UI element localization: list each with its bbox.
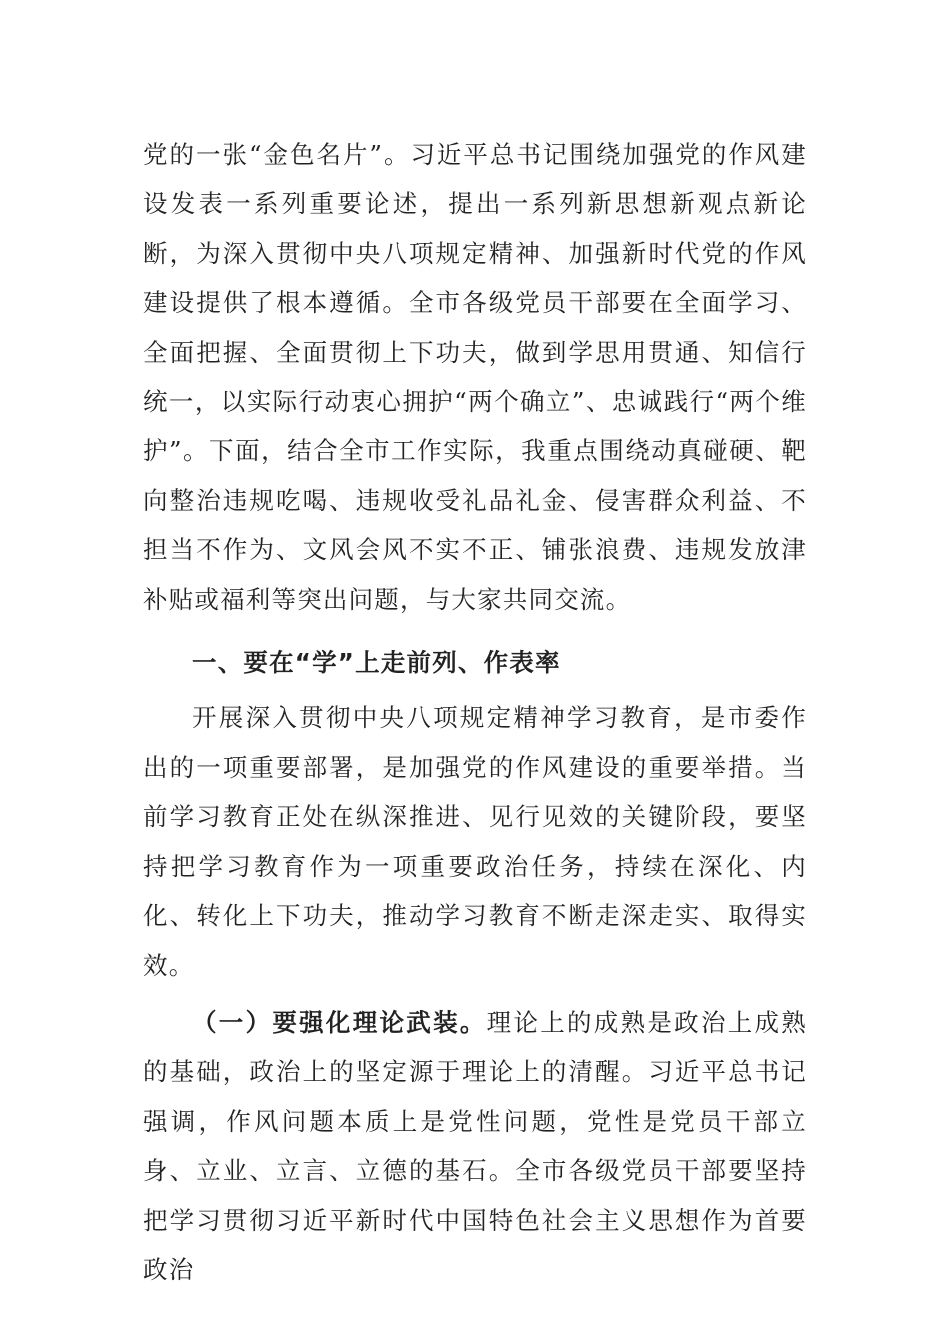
section-heading: 一、要在“学”上走前列、作表率 [192,648,561,678]
paragraph-study-education: 开展深入贯彻中央八项规定精神学习教育，是市委作出的一项重要部署，是加强党的作风建设的重要举措。当前学习教育正处在纵深推进、见行见效的关键阶段，要坚持把学习教育作为一项重要政治任务，持续在深化、内化、转化上下功夫，推动学习教育不断走深走实、取得实效。 [143,703,807,980]
paragraph-theory-armament [143,998,807,1294]
paragraph-continuation: 党的一张“金色名片”。习近平总书记围绕加强党的作风建设发表一系列重要论述，提出一系列新思想新观点新论断，为深入贯彻中央八项规定精神、加强新时代党的作风建设提供了根本遵循。全市各级党员干部要在全面学习、全面把握、全面贯彻上下功夫，做到学思用贯通、知信行统一，以实际行动衷心拥护“两个确立”、忠诚践行“两个维护”。下面，结合全市工作实际，我重点围绕动真碰硬、靶向整治违规吃喝、违规收受礼品礼金、侵害群众利益、不担当不作为、文风会风不实不正、铺张浪费、违规发放津补贴或福利等突出问题，与大家共同交流。 [143,140,807,614]
spacer [143,990,807,998]
document-body [143,130,807,1294]
subsection-lead-title: （一）要强化理论武装。 [192,1007,487,1037]
subsection-body-text: 理论上的成熟是政治上成熟的基础，政治上的坚定源于理论上的清醒。习近平总书记强调，作风问题本质上是党性问题，党性是党员干部立身、立业、立言、立德的基石。全市各级党员干部要坚持把学习贯彻习近平新时代中国特色社会主义思想作为首要政治 [143,1007,808,1284]
spacer [143,624,807,632]
